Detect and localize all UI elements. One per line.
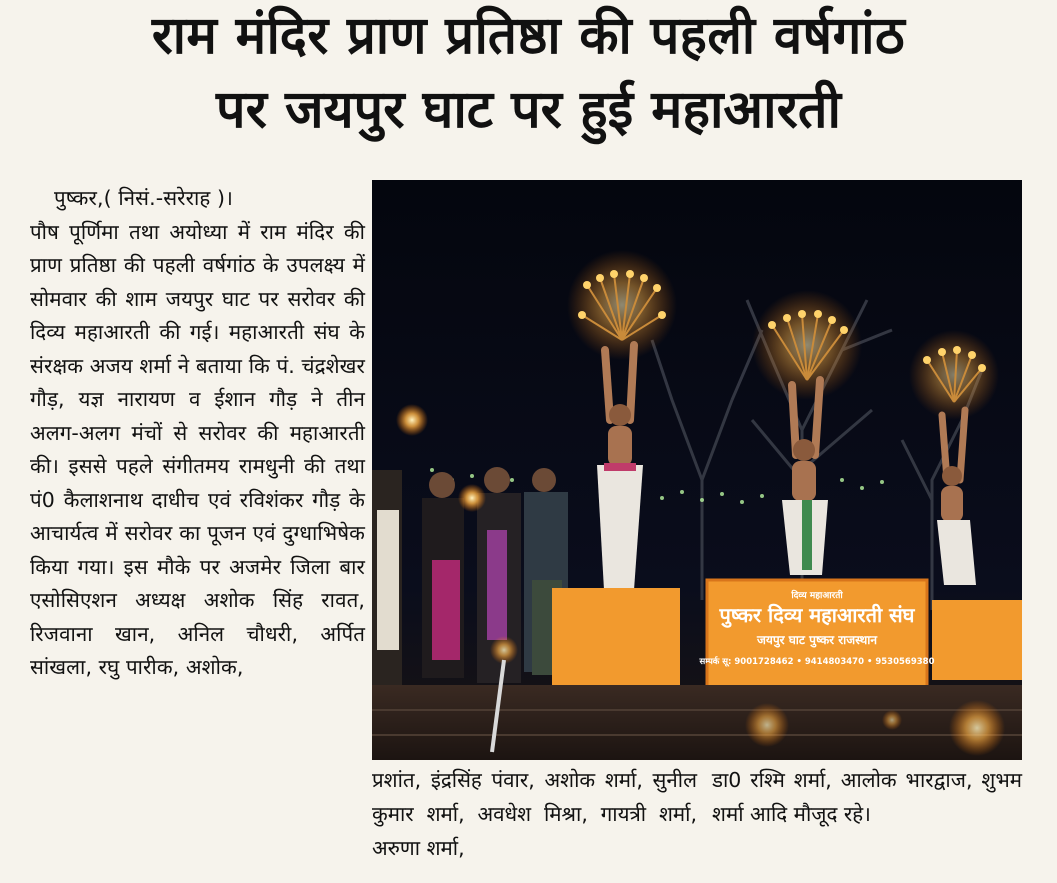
headline-line-2: पर जयपुर घाट पर हुई महाआरती — [216, 80, 841, 140]
aarti-lamp-2 — [752, 290, 862, 400]
headline-line-1: राम मंदिर प्राण प्रतिष्ठा की पहली वर्षगांठ — [151, 6, 906, 66]
aarti-photo-illustration — [372, 180, 1022, 760]
ghat-steps — [372, 685, 1022, 760]
article-body — [30, 182, 365, 685]
banner-contact: सम्पर्क सू: 9001728462 • 9414803470 • 9530569380 — [699, 657, 935, 667]
banner-subtitle: जयपुर घाट पुष्कर राजस्थान — [756, 633, 878, 647]
article-column — [30, 182, 365, 685]
dateline: पुष्कर,( निसं.-सरेराह )। — [54, 186, 233, 210]
banner-title: पुष्कर दिव्य महाआरती संघ — [719, 603, 915, 627]
article-continuation-b: डा0 रश्मि शर्मा, आलोक भारद्वाज, शुभम शर्मा आदि मौजूद रहे। — [712, 768, 1022, 826]
aarti-photo — [372, 180, 1022, 760]
aarti-lamp-1 — [567, 250, 677, 360]
banner-small-top: दिव्य महाआरती — [791, 591, 843, 601]
headline — [0, 6, 1057, 140]
aarti-lamp-3 — [909, 330, 999, 420]
article-body-text: पौष पूर्णिमा तथा अयोध्या में राम मंदिर की प्राण प्रतिष्ठा की पहली वर्षगांठ के उपलक्ष्य में सोमवार की शाम जयपुर घाट पर सरोवर की दिव्य महाआरती की गई। महाआरती संघ के संरक्षक अजय शर्मा ने बताया कि पं. चंद्रशेखर गौड़, यज्ञ नारायण व ईशान गौड़ ने तीन अलग-अलग मंचों से सरोवर की महाआरती की। इससे पहले संगीतमय रामधुनी की तथा पं0 कैलाशनाथ दाधीच एवं रविशंकर गौड़ के आचार्यत्व में सरोवर का पूजन एवं दुग्धाभिषेक किया गया। इस मौके पर अजमेर जिला बार एसोसिएशन अध्यक्ष अशोक सिंह रावत, रिजवाना खान, अनिल चौधरी, अर्पित सांखला, रघु पारीक, अशोक, — [30, 219, 365, 679]
article-continuation-a: प्रशांत, इंद्रसिंह पंवार, अशोक शर्मा, सुनील कुमार शर्मा, अवधेश मिश्रा, गायत्री शर्मा, अरुणा शर्मा, — [372, 768, 697, 860]
